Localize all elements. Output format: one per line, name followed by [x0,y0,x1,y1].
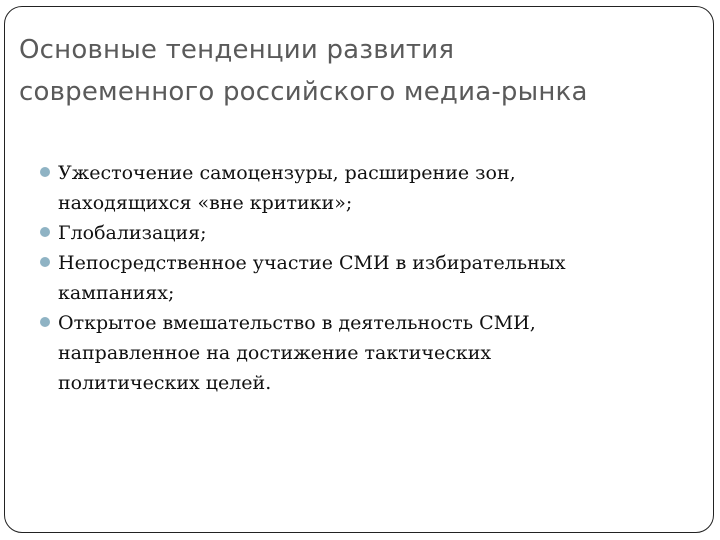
bullet-text-line: политических целей. [58,372,272,394]
slide-title-line-2: современного российского медиа-рынка [19,77,588,107]
bullet-text-line: Открытое вмешательство в деятельность СМИ, [58,312,536,334]
bullet-text-line: направленное на достижение тактических [58,342,492,364]
bullet-dot-icon [40,227,50,237]
bullet-item-globalization [40,218,690,248]
bullet-text-line: находящихся «вне критики»; [58,192,353,214]
bullet-text-line: Ужесточение самоцензуры, расширение зон, [58,162,516,184]
slide-title [19,29,699,113]
bullet-item-open-interference [40,308,690,398]
slide-title-line-1: Основные тенденции развития [19,35,455,65]
bullet-list [40,158,690,398]
bullet-text-line: Глобализация; [58,222,207,244]
bullet-text-line: Непосредственное участие СМИ в избирательных [58,252,566,274]
bullet-item-election-participation [40,248,690,308]
bullet-text-line: кампаниях; [58,282,175,304]
bullet-dot-icon [40,167,50,177]
bullet-dot-icon [40,317,50,327]
bullet-item-self-censorship [40,158,690,218]
bullet-dot-icon [40,257,50,267]
